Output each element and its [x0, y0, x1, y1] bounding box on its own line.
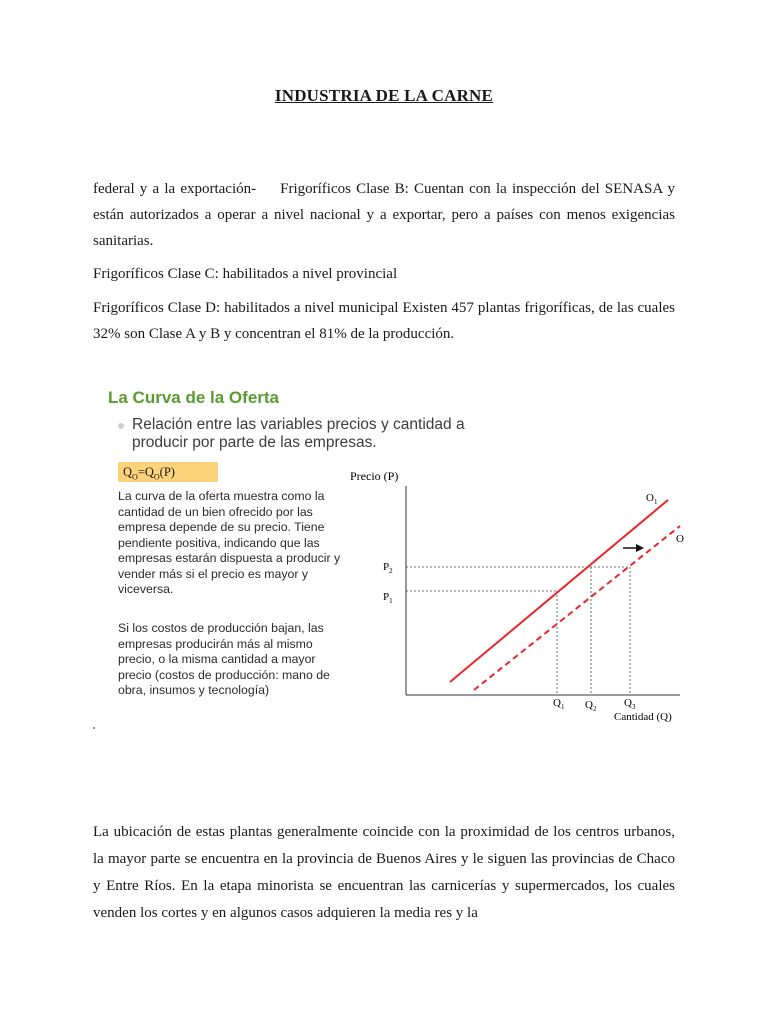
slide-costs-note: Si los costos de producción bajan, las empresas producirán más al mismo precio, o la misma cantidad a mayor precio (costos de producción: mano de obra, insumos y tecnología)	[118, 621, 330, 697]
series-o-label: O	[676, 533, 684, 545]
tick-label-q3: $Q_3$	[624, 697, 636, 711]
bullet-icon	[118, 423, 124, 429]
paragraph-clase-d: Frigoríficos Clase D: habilitados a nivel municipal Existen 457 plantas frigoríficas, de las cuales 32% son Clase A y B y concentran el 81% de la producción.	[93, 300, 675, 342]
supply-curve-chart	[330, 460, 690, 730]
tick-label-q1: $Q_1$	[553, 697, 565, 711]
paragraph-clase-c: Frigoríficos Clase C: habilitados a nivel provincial	[93, 266, 398, 282]
paragraph-clase-b	[93, 176, 675, 254]
slide-bullet: Relación entre las variables precios y cantidad a producir por parte de las empresas.	[132, 416, 465, 451]
shift-arrowhead-icon	[636, 544, 644, 552]
series-o-curve	[474, 526, 680, 690]
paragraph-fragment: federal y a la exportación-	[93, 181, 257, 197]
document-title: INDUSTRIA DE LA CARNE	[274, 86, 494, 105]
slide-explanation: La curva de la oferta muestra como la cantidad de un bien ofrecido por las empresa depende de su precio. Tiene pendiente positiva, indicando que las empresas estarán dispuesta a producir y vender más si el precio es mayor y viceversa.	[118, 489, 341, 596]
series-o1-label: $O_1$	[646, 492, 658, 506]
slide-title: La Curva de la Oferta	[108, 388, 280, 407]
tick-label-p2: $P_2$	[383, 561, 393, 575]
paragraph-ubicacion: La ubicación de estas plantas generalmente coincide con la proximidad de los centros urbanos, la mayor parte se encuentra en la provincia de Buenos Aires y le siguen las provincias de Chaco y Entre Ríos. En la etapa minorista se encuentran las carnicerías y supermercados, los cuales venden los cortes y en algunos casos adquieren la media res y la	[93, 824, 675, 921]
y-axis-label: Precio (P)	[350, 469, 399, 483]
tick-label-q2: $Q_2$	[585, 699, 597, 713]
paragraph-text: Frigoríficos Clase B: Cuentan con la inspección del SENASA y están autorizados a operar a nivel nacional y a exportar, pero a países con menos exigencias sanitarias.	[93, 181, 675, 249]
formula-box: $Q_O=Q_O(P)$	[118, 462, 218, 482]
tick-label-p1: $P_1$	[383, 591, 393, 605]
x-axis-label: Cantidad (Q)	[614, 711, 672, 723]
separator-dot	[93, 727, 95, 729]
